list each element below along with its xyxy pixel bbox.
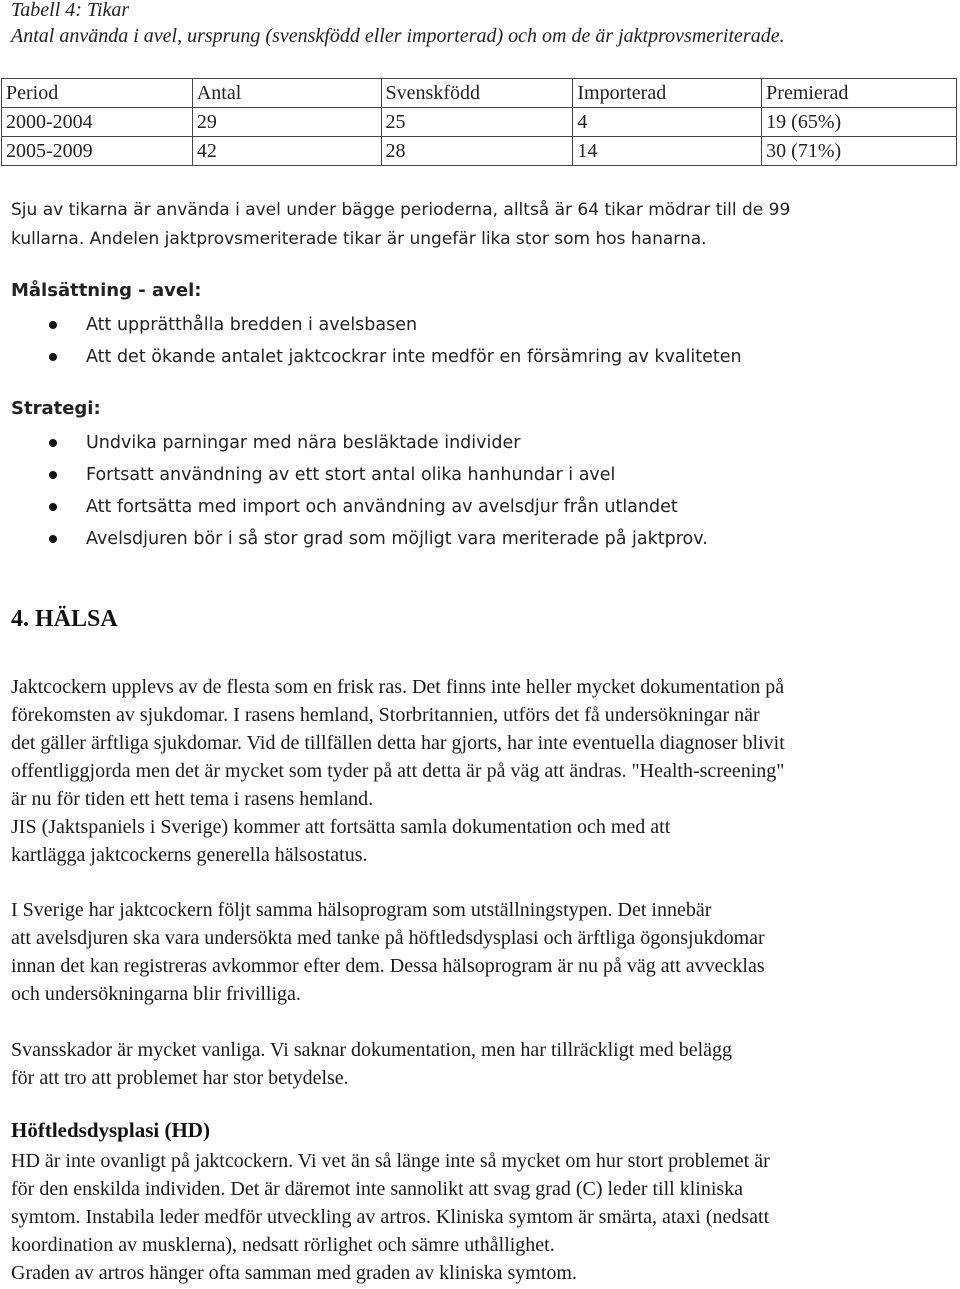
health-paragraph-1 [11, 673, 946, 869]
bullet-icon [49, 353, 57, 361]
table-caption [11, 0, 951, 49]
list-item-text: Att fortsätta med import och användning av avelsdjur från utlandet [86, 497, 678, 517]
table-row [2, 108, 957, 137]
list-item-text: Fortsatt användning av ett stort antal olika hanhundar i avel [86, 465, 616, 485]
table-cell: 30 (71%) [762, 137, 957, 166]
text-line: innan det kan registreras avkommor efter dem. Dessa hälsoprogram är nu på väg att avvecklas [11, 955, 765, 977]
health-paragraph-2 [11, 896, 946, 1008]
document-page [11, 0, 951, 49]
intro-line: kullarna. Andelen jaktprovsmeriterade tikar är ungefär lika stor som hos hanarna. [11, 229, 707, 249]
goal-heading: Målsättning - avel: [11, 280, 202, 301]
list-item [11, 491, 708, 523]
table-cell: 14 [573, 137, 762, 166]
text-line: Graden av artros hänger ofta samman med graden av kliniska symtom. [11, 1262, 577, 1284]
text-line: är nu för tiden ett hett tema i rasens hemland. [11, 788, 374, 810]
list-item [11, 309, 742, 341]
text-line: att avelsdjuren ska vara undersökta med tanke på höftledsdysplasi och ärftliga ögonsjukdomar [11, 927, 765, 949]
text-line: koordination av musklerna), nedsatt rörlighet och sämre uthållighet. [11, 1234, 555, 1256]
bullet-icon [49, 321, 57, 329]
table-header-cell: Svenskfödd [381, 79, 573, 108]
list-item-text: Att det ökande antalet jaktcockrar inte medför en försämring av kvaliteten [86, 347, 742, 367]
text-line: offentliggjorda men det är mycket som tyder på att detta är på väg att ändras. "Health-screening" [11, 760, 785, 782]
text-line: HD är inte ovanligt på jaktcockern. Vi vet än så länge inte så mycket om hur stort problemet är [11, 1150, 770, 1172]
text-line: Svansskador är mycket vanliga. Vi saknar dokumentation, men har tillräckligt med belägg [11, 1039, 733, 1061]
intro-paragraph [11, 196, 941, 254]
table-cell: 2000-2004 [2, 108, 193, 137]
goal-list [11, 309, 742, 373]
list-item [11, 523, 708, 555]
bullet-icon [49, 471, 57, 479]
table-header-cell: Antal [192, 79, 381, 108]
bullet-icon [49, 439, 57, 447]
list-item-text: Att upprätthålla bredden i avelsbasen [86, 315, 418, 335]
text-line: för den enskilda individen. Det är däremot inte sannolikt att svag grad (C) leder till kliniska [11, 1178, 744, 1200]
list-item-text: Undvika parningar med nära besläktade individer [86, 433, 521, 453]
bullet-icon [49, 535, 57, 543]
table-cell: 19 (65%) [762, 108, 957, 137]
table-cell: 42 [192, 137, 381, 166]
hd-heading: Höftledsdysplasi (HD) [11, 1118, 210, 1142]
table-cell: 2005-2009 [2, 137, 193, 166]
text-line: symtom. Instabila leder medför utveckling av artros. Kliniska symtom är smärta, ataxi (nedsatt [11, 1206, 770, 1228]
list-item [11, 427, 708, 459]
strategy-heading: Strategi: [11, 398, 101, 419]
list-item [11, 341, 742, 373]
section-heading: 4. HÄLSA [11, 606, 118, 632]
health-paragraph-3 [11, 1036, 946, 1092]
table-header-row [2, 79, 957, 108]
list-item [11, 459, 708, 491]
table-row [2, 137, 957, 166]
table-header-cell: Period [2, 79, 193, 108]
bullet-icon [49, 503, 57, 511]
table-cell: 25 [381, 108, 573, 137]
table-header-cell: Premierad [762, 79, 957, 108]
text-line: det gäller ärftliga sjukdomar. Vid de tillfällen detta har gjorts, har inte eventuella diagnoser blivit [11, 732, 785, 754]
table-cell: 29 [192, 108, 381, 137]
hd-paragraph [11, 1147, 946, 1287]
text-line: Jaktcockern upplevs av de flesta som en frisk ras. Det finns inte heller mycket dokumentation på [11, 676, 785, 698]
table-cell: 4 [573, 108, 762, 137]
text-line: för att tro att problemet har stor betydelse. [11, 1067, 349, 1089]
caption-title: Tabell 4: Tikar [11, 0, 130, 21]
strategy-list [11, 427, 708, 555]
text-line: och undersökningarna blir frivilliga. [11, 983, 301, 1005]
text-line: kartlägga jaktcockerns generella hälsostatus. [11, 844, 368, 866]
text-line: JIS (Jaktspaniels i Sverige) kommer att fortsätta samla dokumentation och med att [11, 816, 671, 838]
table-cell: 28 [381, 137, 573, 166]
caption-subtitle: Antal använda i avel, ursprung (svenskfödd eller importerad) och om de är jaktprovsmeriterade. [11, 25, 785, 47]
list-item-text: Avelsdjuren bör i så stor grad som möjligt vara meriterade på jaktprov. [86, 529, 708, 549]
text-line: förekomsten av sjukdomar. I rasens hemland, Storbritannien, utförs det få undersökningar när [11, 704, 760, 726]
intro-line: Sju av tikarna är använda i avel under bägge perioderna, alltså är 64 tikar mödrar till de 99 [11, 200, 791, 220]
stats-table [1, 78, 957, 166]
text-line: I Sverige har jaktcockern följt samma hälsoprogram som utställningstypen. Det innebär [11, 899, 712, 921]
table-header-cell: Importerad [573, 79, 762, 108]
